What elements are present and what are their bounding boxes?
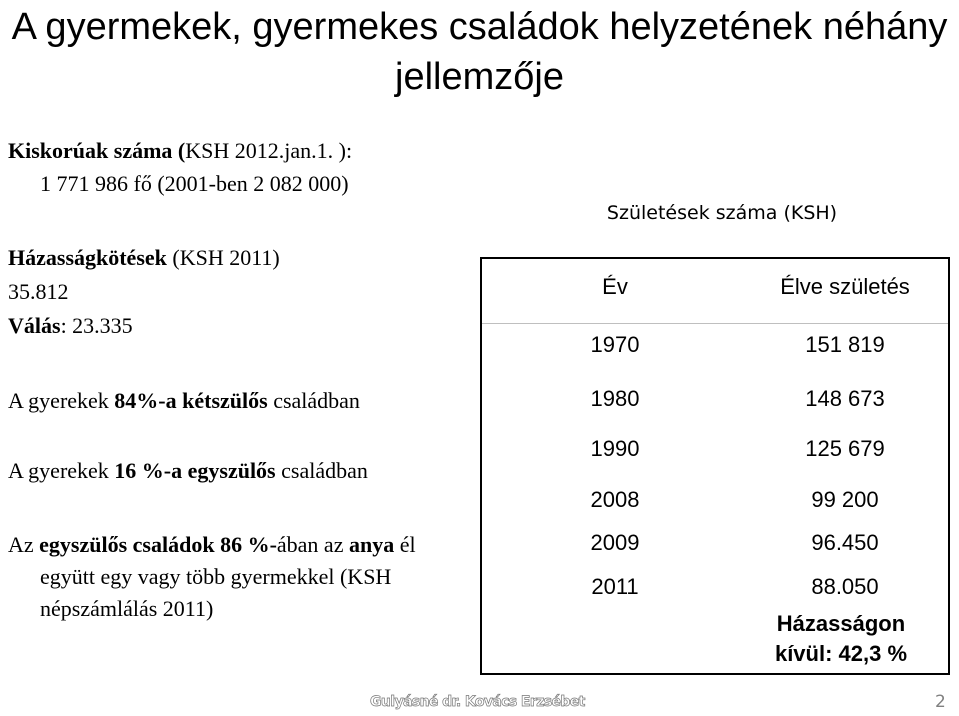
slide-title <box>0 2 959 102</box>
out-of-wedlock-value: kívül: 42,3 % <box>774 641 908 666</box>
row-2011-births: 88.050 <box>811 574 879 599</box>
anya-line: Az egyszülős családok 86 %-ában az anya él <box>8 532 416 557</box>
author-footer: Gulyásné dr. Kovács Erzsébet <box>370 694 585 710</box>
egyszulos-line: A gyerekek 16 %-a egyszülős családban <box>8 458 368 483</box>
title-line-1: A gyermekek, gyermekes családok helyzetének néhány <box>11 6 948 48</box>
hazassag-value: 35.812 <box>8 279 69 304</box>
births-table <box>480 257 950 675</box>
header-year: Év <box>602 274 628 299</box>
table-caption: Születések száma (KSH) <box>606 202 838 224</box>
ketszulos-line: A gyerekek 84%-a kétszülős családban <box>8 388 360 413</box>
row-2008-births: 99 200 <box>811 487 879 512</box>
row-2011-year: 2011 <box>591 574 639 599</box>
row-2009-year: 2009 <box>590 530 640 555</box>
hazassag-label: Házasságkötések (KSH 2011) <box>8 245 280 270</box>
anya-line-3: népszámlálás 2011) <box>40 596 214 621</box>
row-1990-year: 1990 <box>590 436 640 461</box>
row-1980-births: 148 673 <box>805 386 885 411</box>
kiskoruak-label: Kiskorúak száma (KSH 2012.jan.1. ): <box>8 138 353 163</box>
row-1980-year: 1980 <box>590 386 640 411</box>
valas-line: Válás: 23.335 <box>8 313 133 338</box>
row-1970-year: 1970 <box>590 332 640 357</box>
kiskoruak-value: 1 771 986 fő (2001-ben 2 082 000) <box>40 171 349 196</box>
row-2009-births: 96.450 <box>811 530 879 555</box>
out-of-wedlock-label: Házasságon <box>776 611 906 636</box>
page-number: 2 <box>935 692 946 712</box>
row-1990-births: 125 679 <box>805 436 885 461</box>
row-1970-births: 151 819 <box>805 332 885 357</box>
title-line-2: jellemzője <box>395 56 564 98</box>
header-births: Élve születés <box>780 274 910 299</box>
anya-line-2: együtt egy vagy több gyermekkel (KSH <box>40 564 392 589</box>
header-divider <box>482 323 948 324</box>
row-2008-year: 2008 <box>590 487 640 512</box>
